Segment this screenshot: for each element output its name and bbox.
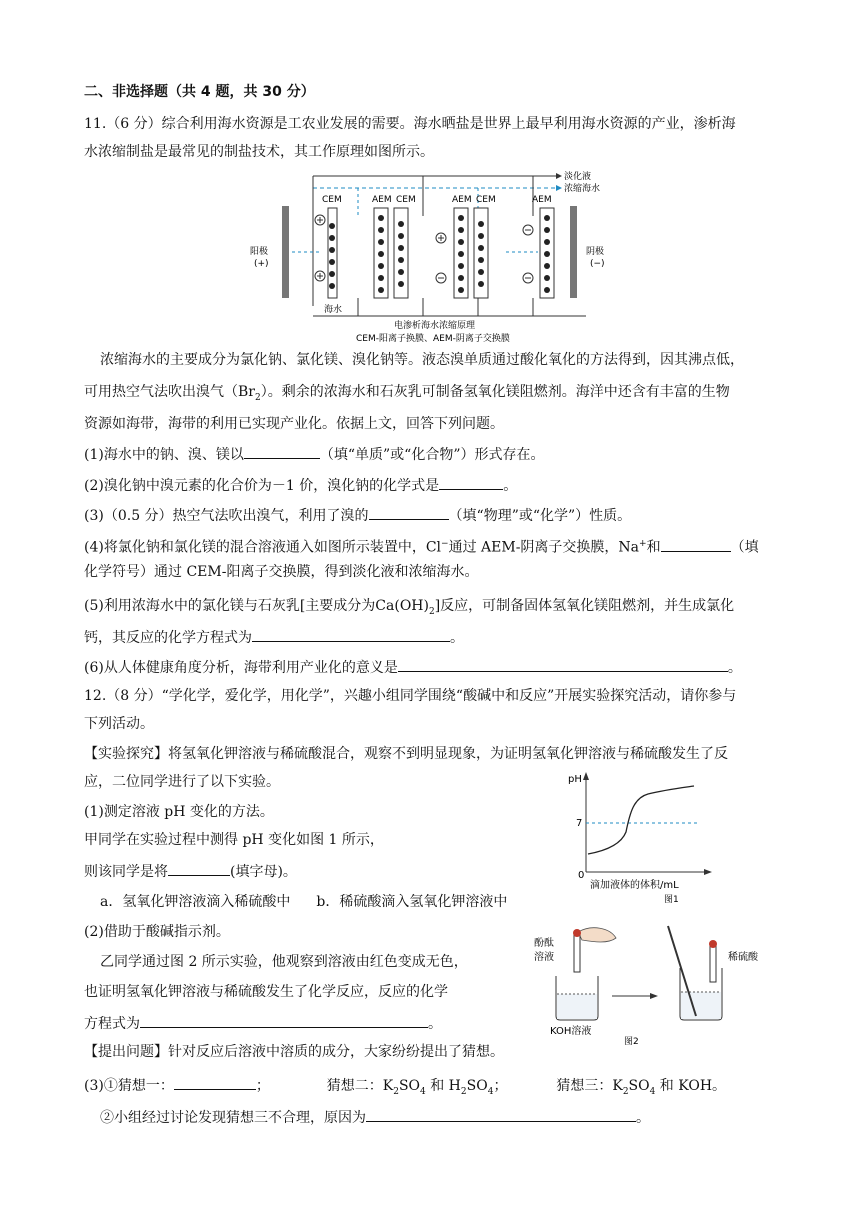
q12-s2d: 方程式为 。 (84, 1012, 442, 1034)
q11-intro-line1: 11.（6 分）综合利用海水资源是工农业发展的需要。海水晒盐是世界上最早利用海水资源的产业，渗析海 (84, 116, 736, 132)
q11-sub2: (2)溴化钠中溴元素的化合价为－1 价，溴化钠的化学式是 。 (84, 474, 517, 496)
answer-blank-1[interactable] (244, 443, 320, 459)
label-anode: 阳极 (250, 247, 269, 257)
label-cem-3: CEM (476, 195, 496, 205)
label-cem-2: CEM (396, 195, 416, 205)
q12-s1: (1)测定溶液 pH 变化的方法。 (84, 804, 274, 820)
q12-explore-line1: 【实验探究】将氢氧化钾溶液与稀硫酸混合，观察不到明显现象，为证明氢氧化钾溶液与稀硫酸发生了反 (84, 746, 728, 762)
fig1-caption: 图1 (664, 895, 679, 905)
anode-electrode (282, 206, 289, 298)
q11-para-line2: 可用热空气法吹出溴气$(Br_2)$。剩余的浓海水和石灰乳可制备氢氧化镁阻燃剂。海洋中还含有丰富的生物 (84, 384, 730, 403)
q12-options (100, 892, 507, 912)
figure-1-ph-curve (560, 768, 720, 908)
label-cathode-sign: (−) (590, 259, 605, 269)
q12-intro-line2: 下列活动。 (84, 716, 154, 732)
label-seawater: 海水 (324, 305, 343, 315)
label-aem-1: AEM (372, 195, 392, 205)
q11-sub4-line1: (4)将氯化钠和氯化镁的混合溶液通入如图所示装置中，Cl−通过 AEM-阴离子交换膜，Na+和 （填 (84, 534, 759, 558)
fig1-xlabel: 滴加液体的体积/mL (590, 880, 679, 891)
section-heading: 二、非选择题（共 4 题，共 30 分） (84, 84, 315, 100)
q12-s2c: 也证明氢氧化钾溶液与稀硫酸发生了化学反应，反应的化学 (84, 984, 448, 1000)
q12-guesses: (3)①猜想一： ； 猜想二：$K_2SO_4$ 和 $H_2SO_4$； 猜想三：$K_2SO_4$ 和 KOH。 (84, 1074, 726, 1102)
q12-intro-line1: 12.（8 分）“学化学，爱化学，用化学”，兴趣小组同学围绕“酸碱中和反应”开展实验探究活动，请你参与 (84, 688, 737, 704)
answer-blank-9[interactable] (174, 1074, 256, 1090)
q12-question: 【提出问题】针对反应后溶液中溶质的成分，大家纷纷提出了猜想。 (84, 1044, 504, 1060)
fig1-ylabel: pH (568, 774, 582, 785)
answer-blank-2[interactable] (439, 474, 503, 490)
answer-blank-5[interactable] (252, 626, 450, 642)
answer-blank-4[interactable] (661, 536, 731, 552)
answer-blank-8[interactable] (140, 1012, 428, 1028)
dropper-2 (710, 946, 716, 982)
q11-sub5-line1: (5)利用浓海水中的氯化镁与石灰乳[主要成分为$Ca(OH)_2$]反应，可制备固体氢氧化镁阻燃剂，并生成氯化 (84, 598, 735, 617)
q12-s1b: 甲同学在实验过程中测得 pH 变化如图 1 所示， (84, 832, 384, 848)
fig1-ph-curve-line (588, 786, 694, 854)
label-cathode: 阴极 (586, 247, 605, 257)
fig2-label-phenol-2: 溶液 (534, 952, 554, 963)
label-dilute: 淡化液 (564, 172, 592, 182)
label-cem-1: CEM (322, 195, 342, 205)
label-aem-2: AEM (452, 195, 472, 205)
q11-sub1: (1)海水中的钠、溴、镁以 （填“单质”或“化合物”）形式存在。 (84, 443, 544, 465)
q11-sub5-line2: 钙，其反应的化学方程式为 。 (84, 626, 464, 648)
dropper-1 (574, 934, 580, 972)
answer-blank-3[interactable] (369, 504, 449, 520)
electrodialysis-diagram (248, 166, 628, 346)
answer-blank-7[interactable] (168, 860, 230, 876)
fig1-tick-7: 7 (576, 818, 583, 829)
process-arrow-icon (650, 993, 658, 999)
answer-blank-10[interactable] (366, 1106, 636, 1122)
diagram-caption-2: CEM-阳离子换膜、AEM-阴离子交换膜 (356, 334, 510, 344)
q11-para-line1: 浓缩海水的主要成分为氯化钠、氯化镁、溴化钠等。液态溴单质通过酸化氧化的方法得到，因其沸点低， (100, 352, 744, 368)
fig2-label-acid: 稀硫酸 (728, 952, 758, 963)
label-concentrate: 浓缩海水 (564, 184, 601, 194)
fig2-caption: 图2 (624, 1037, 639, 1047)
option-a[interactable]: a．氢氧化钾溶液滴入稀硫酸中 (100, 894, 291, 910)
option-b[interactable]: b．稀硫酸滴入氢氧化钾溶液中 (316, 894, 508, 910)
q11-sub3: (3)（0.5 分）热空气法吹出溴气，利用了溴的 （填“物理”或“化学”）性质。 (84, 504, 631, 526)
q12-s1c: 则该同学是将 (填字母)。 (84, 860, 297, 882)
label-anode-sign: (+) (254, 259, 269, 269)
q11-sub6: (6)从人体健康角度分析，海带利用产业化的意义是 。 (84, 656, 742, 678)
fig1-origin: 0 (578, 870, 585, 881)
diagram-caption-1: 电渗析海水浓缩原理 (394, 321, 476, 331)
cathode-electrode (570, 206, 577, 298)
label-aem-3: AEM (532, 195, 552, 205)
figure-2-titration (528, 920, 778, 1050)
q12-g4: ②小组经过讨论发现猜想三不合理，原因为 。 (100, 1106, 650, 1128)
q12-s2: (2)借助于酸碱指示剂。 (84, 924, 230, 940)
hand-icon (578, 928, 616, 942)
fig2-label-koh: KOH溶液 (550, 1026, 592, 1037)
q12-s2b: 乙同学通过图 2 所示实验，他观察到溶液由红色变成无色， (100, 954, 468, 970)
q11-intro-line2: 水浓缩制盐是最常见的制盐技术，其工作原理如图所示。 (84, 144, 434, 160)
q11-para-line3: 资源如海带，海带的利用已实现产业化。依据上文，回答下列问题。 (84, 416, 504, 432)
fig2-label-phenol-1: 酚酞 (534, 938, 554, 949)
q11-sub4-line2: 化学符号）通过 CEM-阳离子交换膜，得到淡化液和浓缩海水。 (84, 564, 479, 580)
q12-explore-line2: 应，二位同学进行了以下实验。 (84, 774, 280, 790)
answer-blank-6[interactable] (398, 656, 728, 672)
